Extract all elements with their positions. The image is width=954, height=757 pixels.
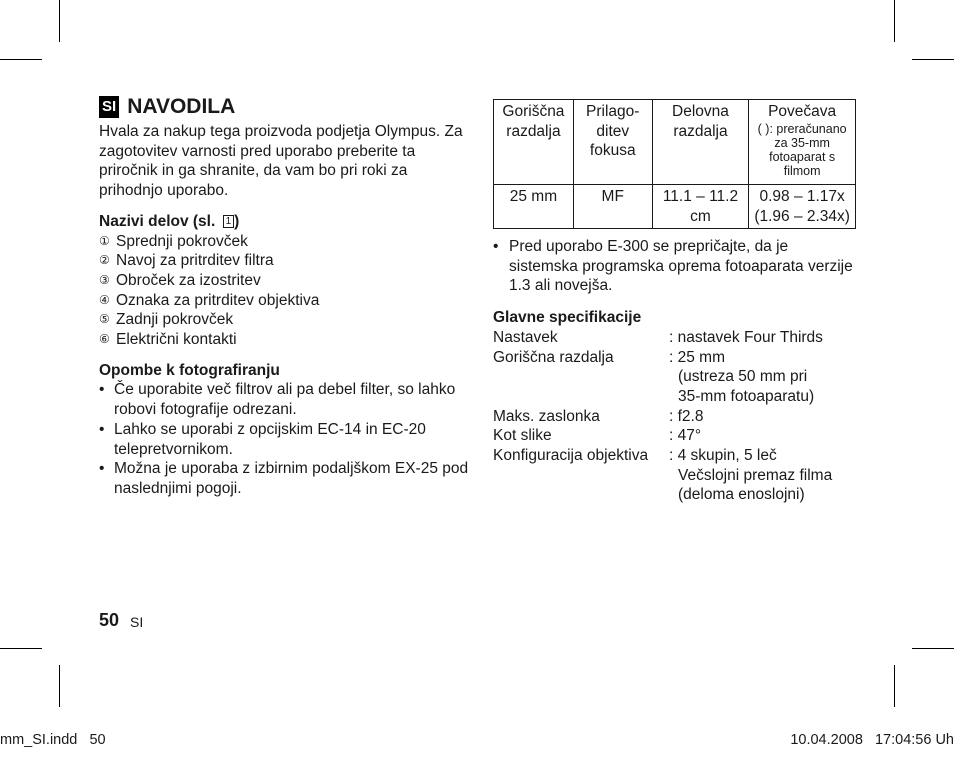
list-item: • Lahko se uporabi z opcijskim EC-14 in EC-20 telepretvornikom. <box>99 420 426 458</box>
table-header: Povečava ( ): preračunano za 35-mm fotoaparat s filmom <box>749 100 856 185</box>
table-header: Delovna razdalja <box>652 100 749 185</box>
table-cell: 0.98 – 1.17x (1.96 – 2.34x) <box>749 185 856 229</box>
spec-row: Konfiguracija objektiva : 4 skupin, 5 leč Večslojni premaz filma (deloma enoslojni) <box>493 447 833 504</box>
right-column <box>493 99 858 505</box>
spec-row: Maks. zaslonka : f2.8 <box>493 407 704 425</box>
specs-list <box>493 328 858 505</box>
table-header: Goriščna razdalja <box>494 100 574 185</box>
crop-mark <box>0 648 42 649</box>
notes-list <box>99 380 469 498</box>
parts-title: Nazivi delov (sl. 1 ) <box>99 212 240 230</box>
table-cell: 11.1 – 11.2 cm <box>652 185 749 229</box>
spec-row: Goriščna razdalja : 25 mm (ustreza 50 mm pri 35-mm fotoaparatu) <box>493 348 815 405</box>
left-column <box>99 94 469 499</box>
table-header-note: ( ): preračunano za 35-mm fotoaparat s filmom <box>757 121 847 178</box>
macro-table <box>493 99 856 229</box>
crop-mark <box>0 59 42 60</box>
footer-filename: mm_SI.indd 50 <box>0 732 106 748</box>
language-badge: SI <box>99 96 119 118</box>
crop-mark <box>59 0 60 42</box>
list-item: ③ Obroček za izostritev <box>99 271 261 289</box>
page-number: 50 <box>99 610 120 630</box>
list-item: • Pred uporabo E-300 se prepričajte, da je sistemska programska oprema fotoaparata verzije 1.3 ali novejša. <box>493 238 853 295</box>
spec-row: Nastavek : nastavek Four Thirds <box>493 328 823 346</box>
parts-list <box>99 232 469 350</box>
table-header-row <box>494 100 856 185</box>
spec-row: Kot slike : 47° <box>493 427 702 445</box>
crop-mark <box>912 648 954 649</box>
page-heading <box>99 94 469 120</box>
table-row <box>494 185 856 229</box>
crop-mark <box>59 665 60 707</box>
table-header: Prilago-ditev fokusa <box>573 100 652 185</box>
crop-mark <box>912 59 954 60</box>
table-cell: 25 mm <box>494 185 574 229</box>
list-item: • Možna je uporaba z izbirnim podaljškom EX-25 pod naslednjimi pogoji. <box>99 460 469 497</box>
page-title: NAVODILA <box>127 95 236 118</box>
firmware-note <box>493 237 858 296</box>
list-item: ① Sprednji pokrovček <box>99 232 248 250</box>
page-language: SI <box>130 614 144 630</box>
list-item: ② Navoj za pritrditev filtra <box>99 252 274 270</box>
notes-title: Opombe k fotografiranju <box>99 361 280 379</box>
figure-ref: 1 <box>223 215 235 228</box>
table-cell: MF <box>573 185 652 229</box>
list-item: ⑥ Električni kontakti <box>99 331 237 349</box>
crop-mark <box>894 665 895 707</box>
intro-text: Hvala za nakup tega proizvoda podjetja Olympus. Za zagotovitev varnosti pred uporabo preberite ta priročnik in ga shranite, da vam bo pri roki za prihodnjo uporabo. <box>99 123 463 200</box>
list-item: ④ Oznaka za pritrditev objektiva <box>99 291 320 309</box>
list-item: ⑤ Zadnji pokrovček <box>99 311 234 329</box>
crop-mark <box>894 0 895 42</box>
footer-datetime: 10.04.2008 17:04:56 Uh <box>790 732 954 748</box>
specs-title: Glavne specifikacije <box>493 309 642 327</box>
list-item: • Če uporabite več filtrov ali pa debel filter, so lahko robovi fotografije odrezani. <box>99 381 456 419</box>
